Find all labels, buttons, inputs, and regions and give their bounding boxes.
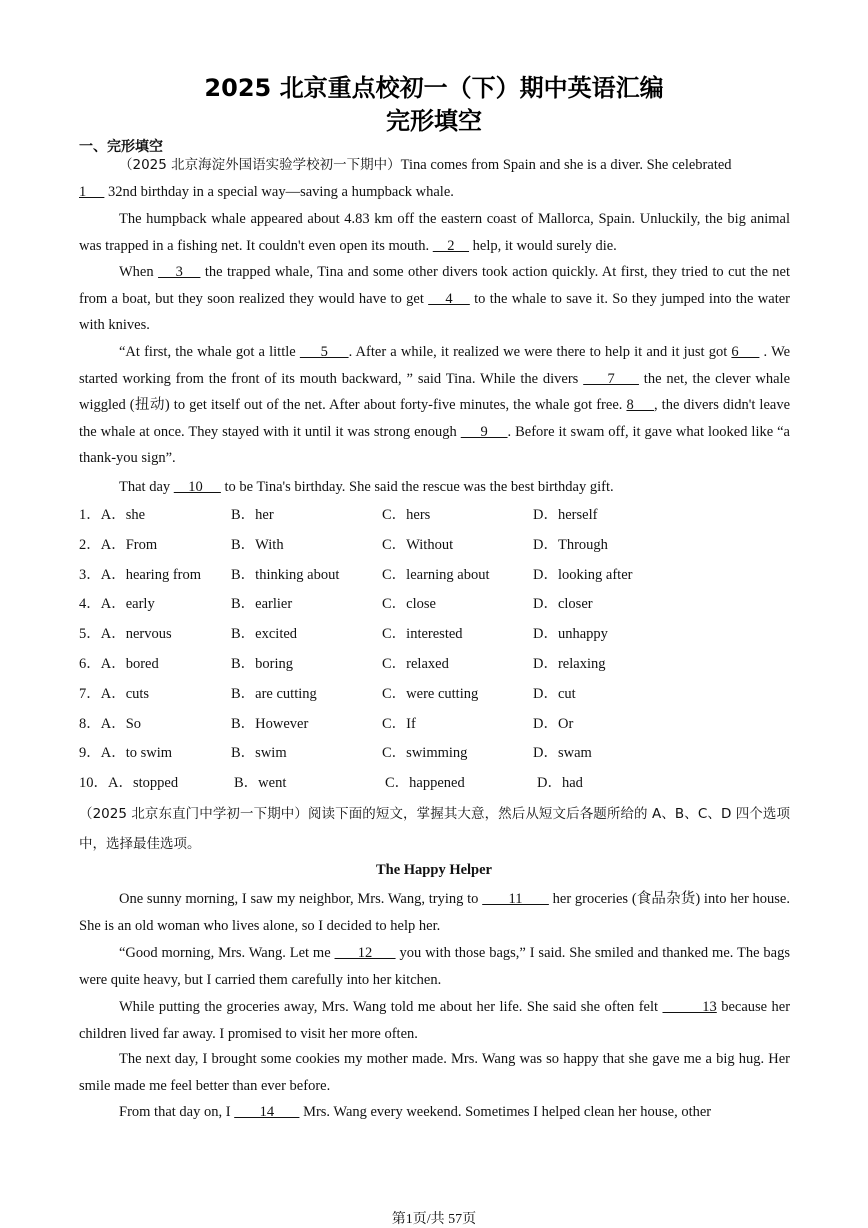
blank-4: 4	[428, 290, 470, 307]
option-d: D．closer	[533, 596, 593, 612]
text: the trapped whale, Tina and some other divers took action quickly. At first, they tried to cut the net from a boat, but they soon realized they would have to get	[79, 264, 791, 307]
option-c: C．happened	[385, 775, 465, 791]
option-c: C．learning about	[382, 567, 490, 583]
passage1-paragraph1-cont	[79, 179, 790, 206]
blank-1: 1	[79, 184, 105, 200]
blank-2: 2	[432, 237, 470, 254]
text: . Before it swam off, it gave what looked like “a thank-you sign”.	[79, 423, 790, 466]
passage2-paragraph3	[79, 994, 790, 1047]
passage1-paragraph2	[79, 206, 790, 259]
option-b: B．are cutting	[231, 686, 317, 702]
option-c: C．hers	[382, 507, 431, 523]
blank-8: 8	[626, 397, 654, 413]
blank-11: 11	[482, 891, 549, 907]
passage1-paragraph1	[79, 152, 790, 179]
option-b: B．earlier	[231, 596, 293, 612]
option-c: C．swimming	[382, 745, 468, 761]
blank-13: 13	[662, 999, 717, 1015]
question-options	[79, 684, 790, 704]
passage2-paragraph2	[79, 940, 790, 993]
text: to be Tina's birthday. She said the rescue was the best birthday gift.	[220, 479, 614, 495]
option-d: D．relaxing	[533, 656, 606, 672]
text: The humpback whale appeared about 4.83 km off the eastern coast of Mallorca, Spain. Unluckily, the big animal was trapped in a fishing net. It couldn't even open its mouth.	[79, 211, 790, 254]
text: you with those bags,” I said. She smiled and thanked me. The bags were quite heavy, but I carried them carefully into her kitchen.	[79, 945, 790, 988]
option-b: B．With	[231, 537, 284, 553]
passage1-paragraph5	[79, 474, 790, 501]
option-b: B．However	[231, 716, 309, 732]
passage2-title: The Happy Helper	[375, 862, 492, 878]
option-a: 6．A．bored	[79, 656, 159, 672]
option-a: 4．A．early	[79, 596, 155, 612]
passage2-intro: （2025 北京东直门中学初一下期中）阅读下面的短文，掌握其大意，然后从短文后各题所给的 A、B、C、D 四个选项中，选择最佳选项。	[79, 806, 790, 852]
blank-5: 5	[299, 344, 349, 360]
option-c: C．If	[382, 716, 416, 732]
question-options	[79, 654, 790, 674]
text: Mrs. Wang every weekend. Sometimes I helped clean her house, other	[299, 1104, 712, 1120]
option-b: B．excited	[231, 626, 298, 642]
source-note: （2025 北京海淀外国语实验学校初一下期中）	[119, 157, 401, 173]
option-c: C．were cutting	[382, 686, 479, 702]
option-a: 1．A．she	[79, 507, 146, 523]
option-d: D．herself	[533, 507, 598, 523]
passage2-paragraph5	[79, 1099, 790, 1126]
option-d: D．swam	[533, 745, 592, 761]
question-options	[79, 505, 790, 525]
text: While putting the groceries away, Mrs. Wang told me about her life. She said she often felt	[119, 999, 663, 1015]
option-c: C．Without	[382, 537, 454, 553]
option-c: C．relaxed	[382, 656, 449, 672]
text: her groceries (食品杂货) into her house. She is an old woman who lives alone, so I decided to help her.	[79, 891, 790, 934]
option-b: B．swim	[231, 745, 287, 761]
question-options	[79, 624, 790, 644]
option-d: D．had	[537, 775, 583, 791]
page-title: 2025 北京重点校初一（下）期中英语汇编	[204, 74, 664, 102]
option-a: 5．A．nervous	[79, 626, 172, 642]
option-b: B．thinking about	[231, 567, 340, 583]
text: 32nd birthday in a special way—saving a humpback whale.	[104, 184, 454, 200]
passage2-paragraph4: The next day, I brought some cookies my mother made. Mrs. Wang was so happy that she gave me a big hug. Her smile made me feel better than ever before.	[79, 1051, 790, 1094]
text: the net, the clever whale wiggled (扭动) to get itself out of the net. After about forty-five minutes, the whale got free.	[79, 370, 791, 413]
question-options	[79, 565, 790, 585]
text: because her children lived far away. I promised to visit her more often.	[79, 999, 791, 1042]
question-options	[79, 594, 790, 614]
blank-10: 10	[173, 479, 221, 495]
text: . After a while, it realized we were there to help it and it just got	[348, 344, 732, 360]
option-a: 9．A．to swim	[79, 745, 173, 761]
option-a: 8．A．So	[79, 716, 142, 732]
question-options	[79, 743, 790, 763]
blank-3: 3	[158, 264, 201, 280]
text: help, it would surely die.	[469, 237, 617, 254]
option-d: D．Through	[533, 537, 608, 553]
blank-9: 9	[460, 423, 508, 440]
option-c: C．close	[382, 596, 436, 612]
text: “At first, the whale got a little	[119, 344, 300, 360]
text: , the divers didn't leave the whale at once. They stayed with it until it was strong enough	[79, 397, 791, 440]
text: Tina comes from Spain and she is a diver. She celebrated	[400, 157, 732, 173]
text: to the whale to save it. So they jumped into the water with knives.	[79, 290, 790, 333]
page-number: 第1页/共 57页	[391, 1212, 477, 1227]
option-c: C．interested	[382, 626, 463, 642]
text: “Good morning, Mrs. Wang. Let me	[119, 945, 335, 961]
option-a: 3．A．hearing from	[79, 567, 202, 583]
blank-7: 7	[583, 370, 639, 387]
text: That day	[119, 479, 174, 495]
option-d: D．Or	[533, 716, 574, 732]
option-a: 2．A．From	[79, 537, 158, 553]
option-b: B．went	[234, 775, 287, 791]
question-options	[79, 714, 790, 734]
text: . We started working from the front of its mouth backward, ” said Tina. While the divers	[79, 344, 791, 387]
text: One sunny morning, I saw my neighbor, Mrs. Wang, trying to	[119, 891, 483, 907]
passage2-paragraph1	[79, 886, 790, 939]
section-heading: 一、完形填空	[79, 139, 163, 155]
option-b: B．her	[231, 507, 274, 523]
option-a: 10．A．stopped	[79, 775, 179, 791]
option-d: D．unhappy	[533, 626, 608, 642]
blank-14: 14	[234, 1104, 300, 1120]
passage1-paragraph3	[79, 259, 790, 339]
option-d: D．looking after	[533, 567, 633, 583]
option-d: D．cut	[533, 686, 576, 702]
blank-6: 6	[731, 344, 760, 360]
text: From that day on, I	[119, 1104, 235, 1120]
question-options	[79, 773, 790, 793]
question-options	[79, 535, 790, 555]
blank-12: 12	[334, 945, 396, 961]
passage1-paragraph4	[79, 339, 790, 472]
option-b: B．boring	[231, 656, 294, 672]
option-a: 7．A．cuts	[79, 686, 150, 702]
page-subtitle: 完形填空	[386, 107, 482, 135]
text: When	[119, 264, 159, 280]
